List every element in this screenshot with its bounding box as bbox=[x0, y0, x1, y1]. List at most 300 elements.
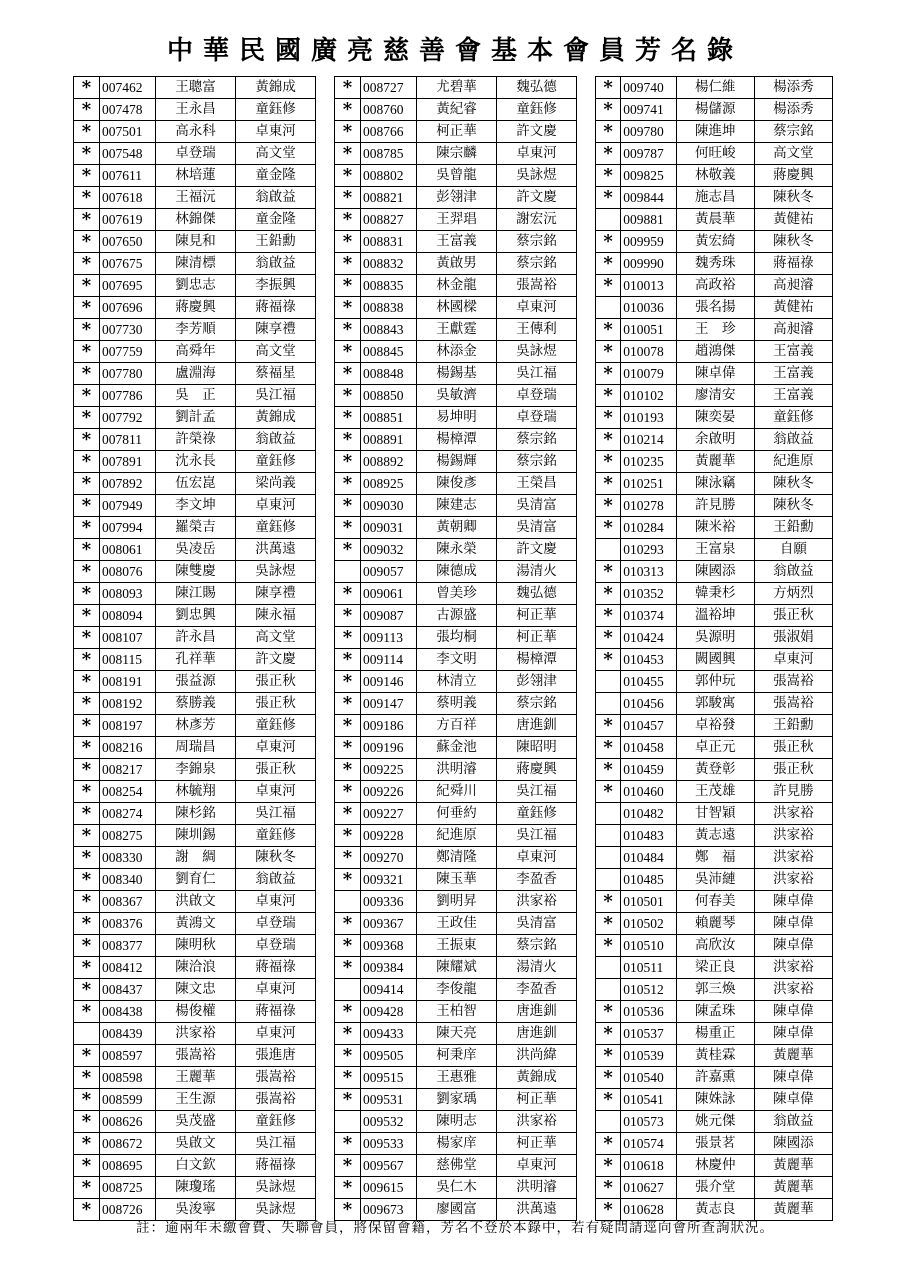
table-row bbox=[74, 143, 316, 165]
member-number: 010512 bbox=[621, 979, 676, 1001]
mark-cell: * bbox=[74, 517, 100, 539]
table-row bbox=[596, 605, 833, 627]
member-name: 陳國添 bbox=[676, 561, 754, 583]
introducer-name: 陳秋冬 bbox=[236, 847, 316, 869]
member-name: 王獻霆 bbox=[417, 319, 497, 341]
member-number: 007994 bbox=[100, 517, 156, 539]
mark-cell: * bbox=[335, 759, 361, 781]
mark-cell: * bbox=[74, 627, 100, 649]
introducer-name: 洪家裕 bbox=[754, 979, 832, 1001]
mark-cell: * bbox=[335, 99, 361, 121]
member-number: 008367 bbox=[100, 891, 156, 913]
introducer-name: 王鉛勳 bbox=[754, 517, 832, 539]
member-name: 陳洽浪 bbox=[156, 957, 236, 979]
introducer-name: 吳江福 bbox=[497, 825, 577, 847]
member-number: 009030 bbox=[361, 495, 417, 517]
introducer-name: 洪家裕 bbox=[754, 825, 832, 847]
table-row bbox=[74, 231, 316, 253]
mark-cell: * bbox=[74, 935, 100, 957]
member-name: 陳耀斌 bbox=[417, 957, 497, 979]
member-name: 郭駿寓 bbox=[676, 693, 754, 715]
table-row bbox=[596, 363, 833, 385]
introducer-name: 黃錦成 bbox=[236, 77, 316, 99]
member-number: 008835 bbox=[361, 275, 417, 297]
introducer-name: 李盈香 bbox=[497, 869, 577, 891]
member-name: 林清立 bbox=[417, 671, 497, 693]
table-row bbox=[335, 737, 577, 759]
member-number: 008848 bbox=[361, 363, 417, 385]
mark-cell: * bbox=[335, 275, 361, 297]
mark-cell: * bbox=[596, 77, 621, 99]
member-name: 林彥芳 bbox=[156, 715, 236, 737]
member-name: 紀舜川 bbox=[417, 781, 497, 803]
table-row bbox=[335, 121, 577, 143]
introducer-name: 洪家裕 bbox=[754, 847, 832, 869]
member-number: 007891 bbox=[100, 451, 156, 473]
table-row bbox=[596, 99, 833, 121]
member-name: 楊俊權 bbox=[156, 1001, 236, 1023]
introducer-name: 卓東河 bbox=[236, 979, 316, 1001]
table-row bbox=[596, 671, 833, 693]
member-name: 易坤明 bbox=[417, 407, 497, 429]
introducer-name: 湯清火 bbox=[497, 957, 577, 979]
mark-cell: * bbox=[335, 253, 361, 275]
mark-cell: * bbox=[335, 825, 361, 847]
mark-cell: * bbox=[596, 429, 621, 451]
introducer-name: 卓登瑞 bbox=[497, 385, 577, 407]
mark-cell: * bbox=[596, 627, 621, 649]
mark-cell: * bbox=[335, 913, 361, 935]
member-number: 010541 bbox=[621, 1089, 676, 1111]
member-name: 鄭清隆 bbox=[417, 847, 497, 869]
member-name: 陳文忠 bbox=[156, 979, 236, 1001]
mark-cell bbox=[596, 957, 621, 979]
member-name: 慈佛堂 bbox=[417, 1155, 497, 1177]
member-name: 吳浚寧 bbox=[156, 1199, 236, 1221]
introducer-name: 張嵩裕 bbox=[236, 1067, 316, 1089]
table-row bbox=[335, 1045, 577, 1067]
introducer-name: 洪家裕 bbox=[754, 957, 832, 979]
table-row bbox=[335, 1177, 577, 1199]
introducer-name: 卓東河 bbox=[754, 649, 832, 671]
member-name: 陳米裕 bbox=[676, 517, 754, 539]
mark-cell: * bbox=[74, 671, 100, 693]
introducer-name: 張正秋 bbox=[236, 693, 316, 715]
member-number: 010627 bbox=[621, 1177, 676, 1199]
member-name: 陳瓊瑤 bbox=[156, 1177, 236, 1199]
introducer-name: 陳卓偉 bbox=[754, 913, 832, 935]
mark-cell bbox=[596, 297, 621, 319]
introducer-name: 卓東河 bbox=[497, 1155, 577, 1177]
member-number: 010483 bbox=[621, 825, 676, 847]
mark-cell: * bbox=[596, 913, 621, 935]
member-name: 黃志遠 bbox=[676, 825, 754, 847]
member-number: 010013 bbox=[621, 275, 676, 297]
introducer-name: 魏弘德 bbox=[497, 77, 577, 99]
introducer-name: 吳江福 bbox=[497, 363, 577, 385]
table-row bbox=[596, 473, 833, 495]
member-number: 010540 bbox=[621, 1067, 676, 1089]
member-name: 楊重正 bbox=[676, 1023, 754, 1045]
member-name: 李芳順 bbox=[156, 319, 236, 341]
introducer-name: 王富義 bbox=[754, 363, 832, 385]
mark-cell bbox=[335, 561, 361, 583]
member-name: 張嵩裕 bbox=[156, 1045, 236, 1067]
member-number: 010079 bbox=[621, 363, 676, 385]
introducer-name: 王榮昌 bbox=[497, 473, 577, 495]
table-row bbox=[596, 693, 833, 715]
introducer-name: 黃麗華 bbox=[754, 1045, 832, 1067]
introducer-name: 黃錦成 bbox=[236, 407, 316, 429]
introducer-name: 楊添秀 bbox=[754, 77, 832, 99]
introducer-name: 童鈺修 bbox=[236, 99, 316, 121]
mark-cell: * bbox=[596, 99, 621, 121]
table-row bbox=[74, 341, 316, 363]
member-number: 009032 bbox=[361, 539, 417, 561]
member-name: 陳明志 bbox=[417, 1111, 497, 1133]
member-name: 魏秀珠 bbox=[676, 253, 754, 275]
table-row bbox=[596, 781, 833, 803]
member-name: 黃宏綺 bbox=[676, 231, 754, 253]
introducer-name: 童鈺修 bbox=[236, 517, 316, 539]
member-name: 陳清標 bbox=[156, 253, 236, 275]
introducer-name: 張嵩裕 bbox=[497, 275, 577, 297]
member-name: 林錦傑 bbox=[156, 209, 236, 231]
introducer-name: 謝宏沅 bbox=[497, 209, 577, 231]
mark-cell: * bbox=[74, 693, 100, 715]
mark-cell: * bbox=[74, 1045, 100, 1067]
table-row bbox=[335, 231, 577, 253]
introducer-name: 楊樟潭 bbox=[497, 649, 577, 671]
table-row bbox=[74, 605, 316, 627]
member-number: 010036 bbox=[621, 297, 676, 319]
mark-cell: * bbox=[596, 385, 621, 407]
member-number: 007792 bbox=[100, 407, 156, 429]
member-number: 010455 bbox=[621, 671, 676, 693]
table-row bbox=[596, 429, 833, 451]
member-number: 009113 bbox=[361, 627, 417, 649]
table-row bbox=[335, 605, 577, 627]
member-name: 楊錫基 bbox=[417, 363, 497, 385]
member-number: 009787 bbox=[621, 143, 676, 165]
table-row bbox=[74, 1067, 316, 1089]
table-row bbox=[74, 77, 316, 99]
introducer-name: 蔣福祿 bbox=[754, 253, 832, 275]
mark-cell bbox=[596, 847, 621, 869]
table-row bbox=[74, 1045, 316, 1067]
introducer-name: 童鈺修 bbox=[497, 99, 577, 121]
table-row bbox=[335, 495, 577, 517]
member-number: 010051 bbox=[621, 319, 676, 341]
member-number: 008891 bbox=[361, 429, 417, 451]
introducer-name: 王傳利 bbox=[497, 319, 577, 341]
member-number: 009114 bbox=[361, 649, 417, 671]
table-row bbox=[335, 473, 577, 495]
mark-cell: * bbox=[74, 825, 100, 847]
table-row bbox=[74, 165, 316, 187]
table-row bbox=[335, 1023, 577, 1045]
mark-cell: * bbox=[596, 1133, 621, 1155]
table-row bbox=[74, 1089, 316, 1111]
member-number: 010539 bbox=[621, 1045, 676, 1067]
table-row bbox=[335, 1111, 577, 1133]
member-number: 009147 bbox=[361, 693, 417, 715]
table-row bbox=[74, 209, 316, 231]
mark-cell: * bbox=[74, 297, 100, 319]
member-name: 黃麗華 bbox=[676, 451, 754, 473]
member-name: 王麗華 bbox=[156, 1067, 236, 1089]
table-row bbox=[74, 693, 316, 715]
mark-cell: * bbox=[74, 473, 100, 495]
introducer-name: 卓東河 bbox=[236, 1023, 316, 1045]
member-name: 張益源 bbox=[156, 671, 236, 693]
table-row bbox=[596, 165, 833, 187]
member-number: 008843 bbox=[361, 319, 417, 341]
member-number: 010251 bbox=[621, 473, 676, 495]
mark-cell bbox=[335, 1111, 361, 1133]
member-name: 古源盛 bbox=[417, 605, 497, 627]
mark-cell: * bbox=[596, 495, 621, 517]
introducer-name: 蔣慶興 bbox=[497, 759, 577, 781]
mark-cell: * bbox=[335, 385, 361, 407]
member-name: 黃紀睿 bbox=[417, 99, 497, 121]
mark-cell: * bbox=[596, 759, 621, 781]
member-name: 楊錫輝 bbox=[417, 451, 497, 473]
mark-cell: * bbox=[335, 957, 361, 979]
introducer-name: 卓東河 bbox=[236, 495, 316, 517]
introducer-name: 洪萬遠 bbox=[497, 1199, 577, 1221]
member-number: 008726 bbox=[100, 1199, 156, 1221]
member-name: 林國樑 bbox=[417, 297, 497, 319]
table-row bbox=[596, 275, 833, 297]
mark-cell: * bbox=[335, 143, 361, 165]
member-name: 陳俊彥 bbox=[417, 473, 497, 495]
mark-cell: * bbox=[596, 143, 621, 165]
table-row bbox=[74, 517, 316, 539]
table-row bbox=[596, 1001, 833, 1023]
introducer-name: 湯清火 bbox=[497, 561, 577, 583]
member-name: 黃登彰 bbox=[676, 759, 754, 781]
introducer-name: 洪萬遠 bbox=[236, 539, 316, 561]
introducer-name: 童鈺修 bbox=[236, 1111, 316, 1133]
member-name: 陳孟珠 bbox=[676, 1001, 754, 1023]
member-name: 吳敏濟 bbox=[417, 385, 497, 407]
table-row bbox=[335, 913, 577, 935]
member-name: 王羿琩 bbox=[417, 209, 497, 231]
introducer-name: 黃麗華 bbox=[754, 1155, 832, 1177]
introducer-name: 方炳烈 bbox=[754, 583, 832, 605]
member-name: 張名揚 bbox=[676, 297, 754, 319]
introducer-name: 許文慶 bbox=[497, 121, 577, 143]
introducer-name: 許文慶 bbox=[497, 539, 577, 561]
table-row bbox=[74, 1001, 316, 1023]
member-number: 010460 bbox=[621, 781, 676, 803]
member-number: 008115 bbox=[100, 649, 156, 671]
table-row bbox=[74, 121, 316, 143]
mark-cell: * bbox=[74, 649, 100, 671]
member-number: 007695 bbox=[100, 275, 156, 297]
table-row bbox=[596, 1045, 833, 1067]
mark-cell: * bbox=[596, 253, 621, 275]
member-number: 008275 bbox=[100, 825, 156, 847]
mark-cell: * bbox=[74, 803, 100, 825]
introducer-name: 蔡宗銘 bbox=[497, 253, 577, 275]
table-row bbox=[74, 825, 316, 847]
member-number: 008821 bbox=[361, 187, 417, 209]
introducer-name: 彭翎津 bbox=[497, 671, 577, 693]
mark-cell: * bbox=[335, 583, 361, 605]
member-number: 007611 bbox=[100, 165, 156, 187]
member-name: 陳奕晏 bbox=[676, 407, 754, 429]
member-number: 008197 bbox=[100, 715, 156, 737]
member-table-column-3 bbox=[595, 76, 833, 1221]
member-number: 008597 bbox=[100, 1045, 156, 1067]
member-name: 黃鴻文 bbox=[156, 913, 236, 935]
mark-cell: * bbox=[596, 605, 621, 627]
introducer-name: 蔡宗銘 bbox=[497, 231, 577, 253]
member-name: 林敬義 bbox=[676, 165, 754, 187]
introducer-name: 張嵩裕 bbox=[754, 693, 832, 715]
table-row bbox=[74, 1023, 316, 1045]
table-row bbox=[74, 319, 316, 341]
member-number: 008094 bbox=[100, 605, 156, 627]
introducer-name: 翁啟益 bbox=[754, 429, 832, 451]
member-number: 010453 bbox=[621, 649, 676, 671]
mark-cell: * bbox=[74, 561, 100, 583]
introducer-name: 童鈺修 bbox=[754, 407, 832, 429]
introducer-name: 洪家裕 bbox=[497, 1111, 577, 1133]
member-number: 007501 bbox=[100, 121, 156, 143]
member-name: 周瑞昌 bbox=[156, 737, 236, 759]
introducer-name: 陳享禮 bbox=[236, 583, 316, 605]
member-number: 010458 bbox=[621, 737, 676, 759]
member-name: 陳江賜 bbox=[156, 583, 236, 605]
introducer-name: 洪家裕 bbox=[754, 869, 832, 891]
mark-cell: * bbox=[335, 671, 361, 693]
member-name: 王福沅 bbox=[156, 187, 236, 209]
introducer-name: 柯正華 bbox=[497, 605, 577, 627]
introducer-name: 王富義 bbox=[754, 385, 832, 407]
member-number: 008672 bbox=[100, 1133, 156, 1155]
member-name: 陳建志 bbox=[417, 495, 497, 517]
member-number: 009881 bbox=[621, 209, 676, 231]
introducer-name: 張正秋 bbox=[754, 605, 832, 627]
member-name: 劉忠志 bbox=[156, 275, 236, 297]
mark-cell: * bbox=[74, 1089, 100, 1111]
table-row bbox=[335, 759, 577, 781]
introducer-name: 卓東河 bbox=[497, 143, 577, 165]
introducer-name: 卓東河 bbox=[497, 297, 577, 319]
mark-cell: * bbox=[335, 473, 361, 495]
member-number: 009740 bbox=[621, 77, 676, 99]
member-number: 007759 bbox=[100, 341, 156, 363]
mark-cell: * bbox=[74, 539, 100, 561]
table-row bbox=[335, 561, 577, 583]
mark-cell: * bbox=[596, 737, 621, 759]
member-number: 008626 bbox=[100, 1111, 156, 1133]
mark-cell: * bbox=[74, 1067, 100, 1089]
introducer-name: 柯正華 bbox=[497, 1133, 577, 1155]
member-name: 陳永榮 bbox=[417, 539, 497, 561]
member-name: 劉育仁 bbox=[156, 869, 236, 891]
member-number: 010424 bbox=[621, 627, 676, 649]
mark-cell: * bbox=[335, 165, 361, 187]
mark-cell: * bbox=[596, 1199, 621, 1221]
mark-cell bbox=[596, 693, 621, 715]
table-row bbox=[335, 99, 577, 121]
member-number: 008076 bbox=[100, 561, 156, 583]
member-number: 010457 bbox=[621, 715, 676, 737]
mark-cell: * bbox=[335, 1045, 361, 1067]
member-number: 009368 bbox=[361, 935, 417, 957]
member-number: 008598 bbox=[100, 1067, 156, 1089]
mark-cell: * bbox=[596, 231, 621, 253]
introducer-name: 童鈺修 bbox=[236, 715, 316, 737]
introducer-name: 翁啟益 bbox=[236, 187, 316, 209]
table-row bbox=[596, 737, 833, 759]
member-name: 趙鴻傑 bbox=[676, 341, 754, 363]
member-name: 楊仁維 bbox=[676, 77, 754, 99]
member-name: 卓裕發 bbox=[676, 715, 754, 737]
mark-cell: * bbox=[596, 649, 621, 671]
member-number: 008850 bbox=[361, 385, 417, 407]
mark-cell: * bbox=[335, 737, 361, 759]
introducer-name: 吳江福 bbox=[236, 1133, 316, 1155]
member-name: 李錦泉 bbox=[156, 759, 236, 781]
introducer-name: 陳永福 bbox=[236, 605, 316, 627]
mark-cell: * bbox=[335, 1133, 361, 1155]
table-row bbox=[335, 847, 577, 869]
introducer-name: 洪家裕 bbox=[497, 891, 577, 913]
mark-cell: * bbox=[74, 143, 100, 165]
member-number: 009780 bbox=[621, 121, 676, 143]
member-name: 黃晨華 bbox=[676, 209, 754, 231]
introducer-name: 王鉛勳 bbox=[754, 715, 832, 737]
mark-cell: * bbox=[74, 1001, 100, 1023]
table-row bbox=[596, 1067, 833, 1089]
mark-cell: * bbox=[335, 781, 361, 803]
member-name: 何旺峻 bbox=[676, 143, 754, 165]
introducer-name: 紀進原 bbox=[754, 451, 832, 473]
member-name: 吳啟文 bbox=[156, 1133, 236, 1155]
table-row bbox=[596, 319, 833, 341]
member-number: 010574 bbox=[621, 1133, 676, 1155]
member-number: 010293 bbox=[621, 539, 676, 561]
introducer-name: 陳卓偉 bbox=[754, 1089, 832, 1111]
mark-cell: * bbox=[335, 517, 361, 539]
mark-cell: * bbox=[74, 715, 100, 737]
member-number: 009959 bbox=[621, 231, 676, 253]
table-row bbox=[596, 935, 833, 957]
table-row bbox=[596, 495, 833, 517]
member-number: 010374 bbox=[621, 605, 676, 627]
member-number: 010352 bbox=[621, 583, 676, 605]
member-name: 陳玉華 bbox=[417, 869, 497, 891]
member-number: 007618 bbox=[100, 187, 156, 209]
member-number: 010501 bbox=[621, 891, 676, 913]
table-row bbox=[596, 759, 833, 781]
member-number: 008437 bbox=[100, 979, 156, 1001]
member-number: 008725 bbox=[100, 1177, 156, 1199]
mark-cell: * bbox=[74, 781, 100, 803]
member-name: 方百祥 bbox=[417, 715, 497, 737]
member-number: 007619 bbox=[100, 209, 156, 231]
member-number: 010537 bbox=[621, 1023, 676, 1045]
member-name: 洪家裕 bbox=[156, 1023, 236, 1045]
introducer-name: 蔣福祿 bbox=[236, 1001, 316, 1023]
member-number: 009270 bbox=[361, 847, 417, 869]
table-row bbox=[335, 649, 577, 671]
